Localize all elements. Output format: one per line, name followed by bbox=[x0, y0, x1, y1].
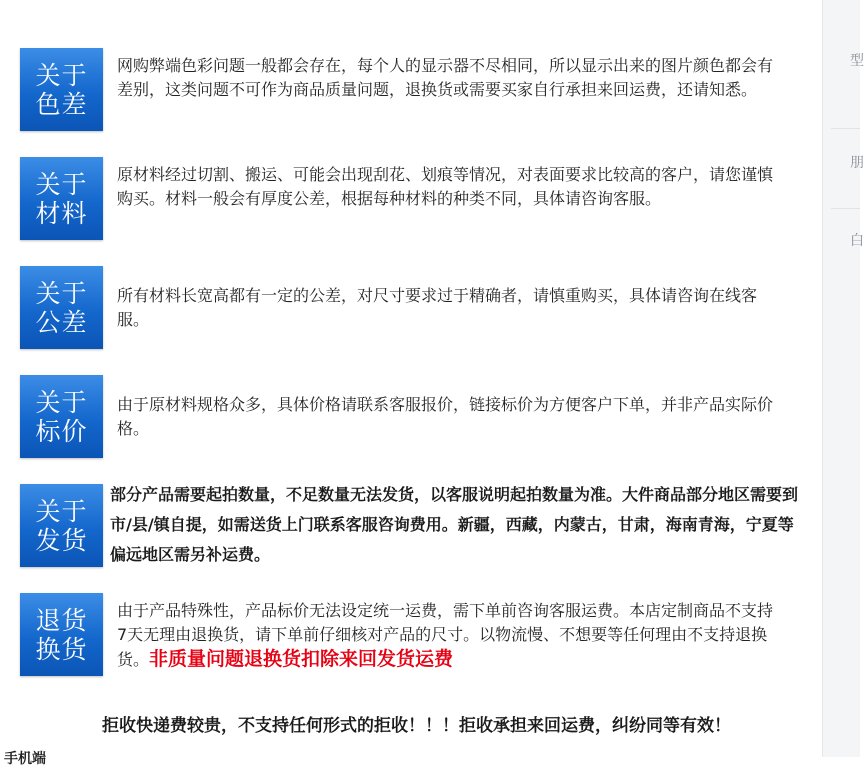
notice-return-highlight: 非质量问题退换货扣除来回发货运费 bbox=[149, 648, 454, 670]
badge-line-2: 色差 bbox=[35, 89, 88, 119]
badge-color bbox=[20, 48, 103, 131]
badge-shipping bbox=[20, 484, 103, 567]
notice-material-text: 原材料经过切割、搬运、可能会出现刮花、划痕等情况，对表面要求比较高的客户，请您谨慎购买。材料一般会有厚度公差，根据每种材料的种类不同，具体请咨询客服。 bbox=[117, 165, 774, 208]
notice-tolerance-text: 所有材料长宽高都有一定的公差，对尺寸要求过于精确者，请慎重购买，具体请咨询在线客服。 bbox=[117, 286, 758, 329]
sidebar-char-3: 白 bbox=[850, 233, 864, 249]
notice-return-text: 由于产品特殊性，产品标价无法设定统一运费，需下单前咨询客服运费。本店定制商品不支持7天无理由退换货，请下单前仔细核对产品的尺寸。以物流慢、不想要等任何理由不支持退换货。 bbox=[117, 601, 774, 669]
notice-color-text: 网购弊端色彩问题一般都会存在，每个人的显示器不尽相同，所以显示出来的图片颜色都会有差别，这类问题不可作为商品质量问题，退换货或需要买家自行承担来回运费，还请知悉。 bbox=[117, 56, 774, 99]
notice-return-block bbox=[117, 599, 782, 672]
sidebar-char-2: 朋 bbox=[850, 155, 864, 171]
badge-price bbox=[20, 375, 103, 458]
notice-price-text: 由于原材料规格众多，具体价格请联系客服报价，链接标价为方便客户下单，并非产品实际价格。 bbox=[117, 395, 774, 438]
badge-line-2: 材料 bbox=[35, 198, 88, 228]
badge-line-1: 关于 bbox=[35, 60, 88, 90]
badge-line-1: 关于 bbox=[35, 387, 88, 417]
badge-line-1: 退货 bbox=[35, 605, 88, 635]
sidebar-char-1: 型 bbox=[850, 53, 864, 69]
badge-return bbox=[20, 593, 103, 676]
badge-line-2: 发货 bbox=[35, 525, 88, 555]
badge-material bbox=[20, 157, 103, 240]
badge-line-1: 关于 bbox=[35, 278, 88, 308]
sidebar-divider bbox=[831, 208, 860, 209]
badge-line-2: 换货 bbox=[35, 634, 88, 664]
notice-shipping-text: 部分产品需要起拍数量，不足数量无法发货，以客服说明起拍数量为准。大件商品部分地区需要到市/县/镇自提，如需送货上门联系客服咨询费用。新疆，西藏，内蒙古，甘肃，海南青海，宁夏等偏远地区需另补运费。 bbox=[110, 485, 799, 564]
badge-line-1: 关于 bbox=[35, 169, 88, 199]
badge-line-2: 公差 bbox=[35, 307, 88, 337]
badge-line-1: 关于 bbox=[35, 496, 88, 526]
sidebar-divider bbox=[831, 128, 860, 129]
badge-line-2: 标价 bbox=[35, 416, 88, 446]
badge-tolerance bbox=[20, 266, 103, 349]
refusal-warning: 拒收快递费较贵，不支持任何形式的拒收！！！拒收承担来回运费，纠纷同等有效！ bbox=[102, 716, 731, 736]
right-sidebar bbox=[822, 0, 864, 757]
cut-off-heading: 手机端 bbox=[4, 751, 46, 767]
